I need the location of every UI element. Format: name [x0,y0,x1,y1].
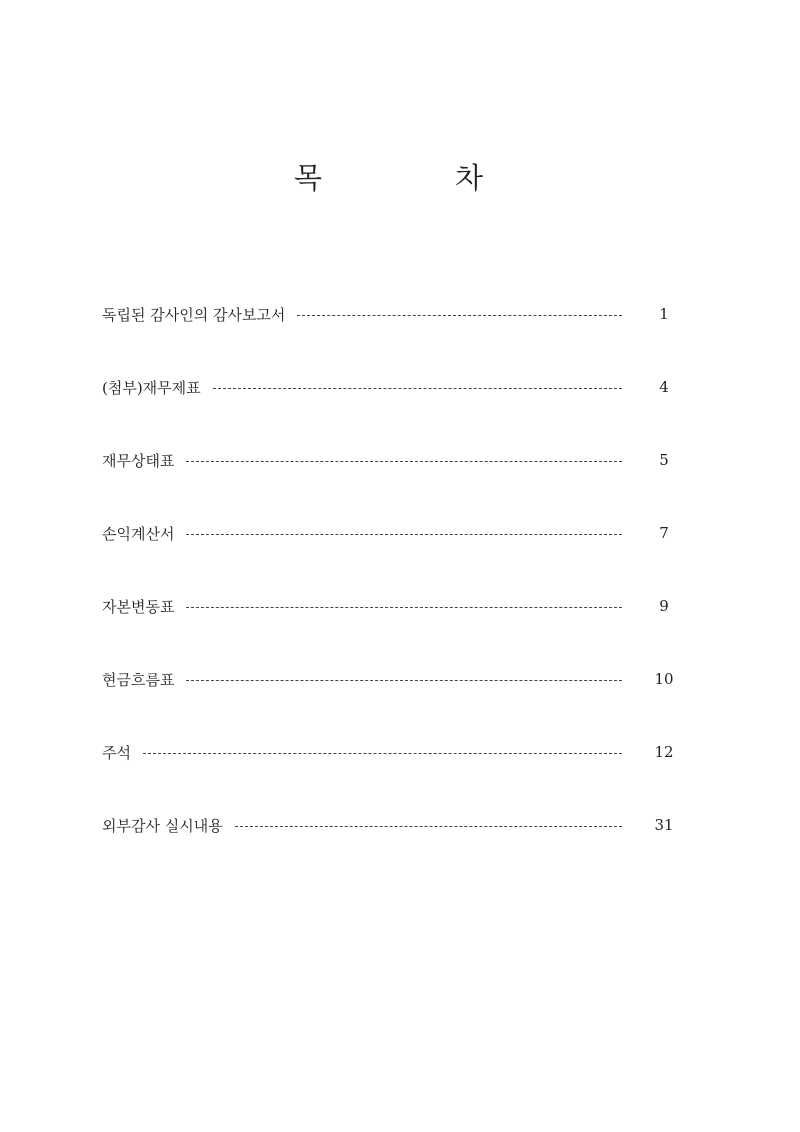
toc-entry-label: 현금흐름표 [102,670,175,689]
toc-entry-page: 9 [659,597,669,615]
toc-dot-leader [143,753,622,754]
toc-entry-external-audit [102,807,682,843]
toc-entry-balance-sheet [102,442,682,478]
toc-entry-page: 5 [659,451,669,469]
toc-entry-page: 7 [659,524,669,542]
toc-entry-page: 4 [659,378,669,396]
toc-dot-leader [186,680,622,681]
toc-entry-equity-changes [102,588,682,624]
toc-entry-page: 12 [654,743,674,761]
toc-entry-page: 31 [654,816,674,834]
toc-dot-leader [235,826,622,827]
toc-dot-leader [186,534,622,535]
toc-dot-leader [297,315,622,316]
toc-entry-label: 독립된 감사인의 감사보고서 [102,305,286,324]
toc-entry-label: 자본변동표 [102,597,175,616]
toc-entry-page: 1 [659,305,669,323]
title-char-second: 차 [455,161,484,195]
toc-entry-page: 10 [654,670,674,688]
toc-dot-leader [186,607,622,608]
toc-dot-leader [186,461,622,462]
table-of-contents [102,296,682,880]
toc-entry-income-statement [102,515,682,551]
toc-entry-label: (첨부)재무제표 [102,378,201,397]
toc-entry-label: 재무상태표 [102,451,175,470]
toc-dot-leader [213,388,622,389]
toc-entry-notes [102,734,682,770]
title-char-first: 목 [294,161,323,195]
toc-entry-label: 외부감사 실시내용 [102,816,223,835]
toc-entry-auditor-report [102,296,682,332]
toc-entry-label: 손익계산서 [102,524,175,543]
toc-entry-label: 주석 [102,743,131,762]
page-title [0,160,800,200]
toc-entry-attached-statements [102,369,682,405]
toc-entry-cash-flow [102,661,682,697]
